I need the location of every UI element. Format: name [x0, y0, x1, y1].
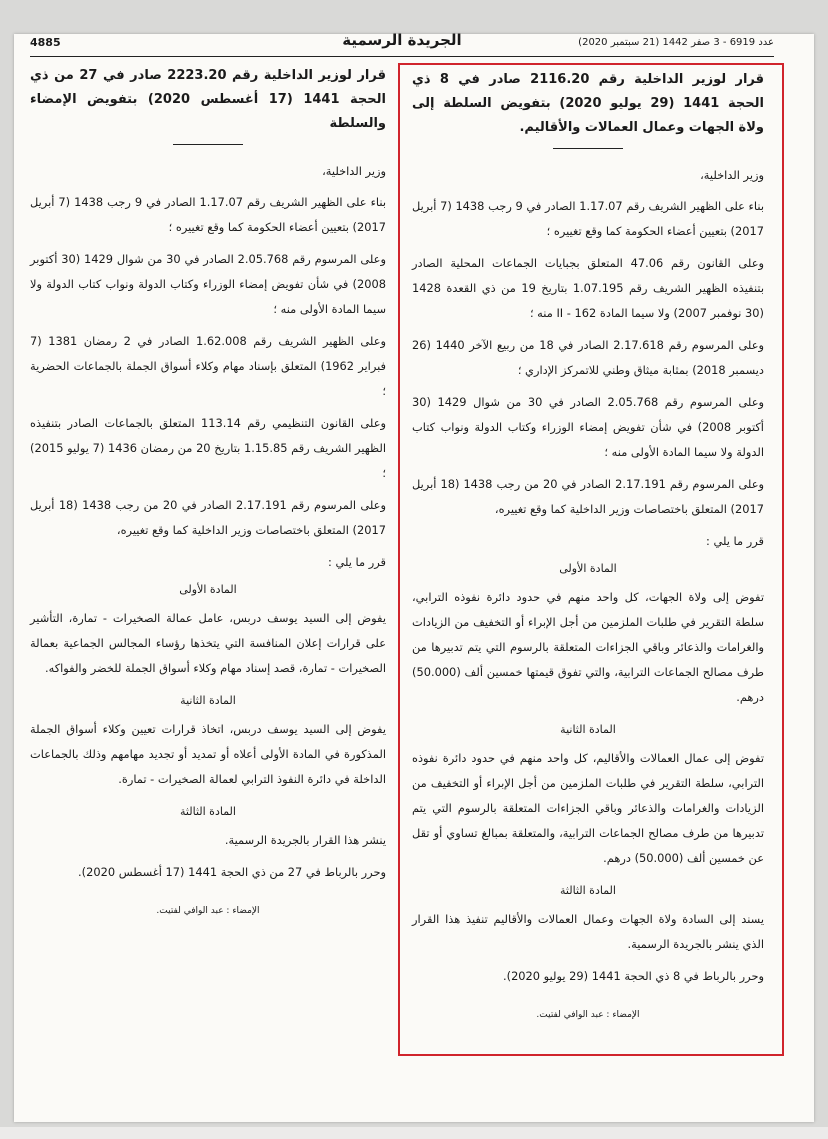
signature-line: الإمضاء : عبد الوافي لفتيت. — [156, 906, 260, 916]
preamble-paragraph: بناء على الظهير الشريف رقم 1.17.07 الصادر في 9 رجب 1438 (7 أبريل 2017) بتعيين أعضاء الحكومة كما وقع تغييره ؛ — [412, 199, 764, 238]
signature-line: الإمضاء : عبد الوافي لفتيت. — [536, 1010, 640, 1020]
article-heading: المادة الثالثة — [560, 884, 616, 897]
article-text: تفوض إلى عمال العمالات والأقاليم، كل واحد منهم في حدود دائرة نفوذه الترابي، سلطة التقرير في طلبات الملزمين من أجل الإبراء أو التخفيف من الزيادات والغرامات والذعائر وباقي الجزاءات المتعلقة بالرسوم التي يتم تدبيرها من طرف مصالح الجماعات الترابية، والمتعلقة بمبالغ تساوي أو تقل عن خمسين ألف (50.000) درهم. — [412, 751, 764, 865]
page-number: 4885 — [30, 36, 61, 49]
article-text: ينشر هذا القرار بالجريدة الرسمية. — [224, 833, 386, 847]
issue-info: عدد 6919 - 3 صفر 1442 (21 سبتمبر 2020) — [578, 37, 774, 48]
page-header — [30, 30, 774, 56]
article-text: يفوض إلى السيد يوسف دربس، عامل عمالة الصخيرات - تمارة، التأشير على قرارات إعلان المنافسة التي يتخذها رؤساء المجالس الجماعية بعمالة الصخيرات - تمارة، قصد إسناد مهام وكلاء أسواق الجملة للخضر والفواكه. — [30, 611, 386, 675]
title-divider — [553, 148, 623, 149]
decision-title: قرار لوزير الداخلية رقم 2116.20 صادر في 8 ذي الحجة 1441 (29 يوليو 2020) بتفويض السلطة إلى ولاة الجهات وعمال العمالات والأقاليم. — [412, 72, 764, 135]
article-heading: المادة الثانية — [180, 694, 236, 707]
article-heading: المادة الأولى — [179, 583, 237, 596]
minister-line: وزير الداخلية، — [700, 168, 764, 182]
article-text: تفوض إلى ولاة الجهات، كل واحد منهم في حدود دائرة نفوذه الترابي، سلطة التقرير في طلبات الملزمين من أجل الإبراء أو التخفيف من الزيادات والغرامات والذعائر وباقي الجزاءات المتعلقة بالرسوم التي يتم تدبيرها من طرف مصالح الجماعات الترابية، والتي تفوق قيمتها خمسين ألف (50.000) درهم. — [412, 590, 764, 704]
minister-line: وزير الداخلية، — [322, 164, 386, 178]
article-heading: المادة الثالثة — [180, 805, 236, 818]
gazette-title: الجريدة الرسمية — [342, 31, 462, 49]
next-page-edge — [0, 1127, 828, 1139]
title-divider — [173, 144, 243, 145]
right-column-decision — [398, 64, 776, 1026]
preamble-paragraph: وعلى المرسوم رقم 2.05.768 الصادر في 30 من شوال 1429 (30 أكتوبر 2008) في شأن تفويض إمضاء الوزراء وكتاب الدولة ونواب كتاب الدولة ولا سيما المادة الأولى منه ؛ — [412, 395, 764, 459]
article-heading: المادة الثانية — [560, 723, 616, 736]
decided-line: قرر ما يلي : — [328, 555, 386, 569]
header-divider — [30, 56, 774, 57]
preamble-paragraph: وعلى القانون التنظيمي رقم 113.14 المتعلق بالجماعات الصادر بتنفيذه الظهير الشريف رقم 1.15.85 بتاريخ 20 من رمضان 1436 (7 يوليو 2015) ؛ — [30, 416, 386, 480]
decided-line: قرر ما يلي : — [706, 534, 764, 548]
done-at-line: وحرر بالرباط في 27 من ذي الحجة 1441 (17 أغسطس 2020). — [78, 865, 386, 879]
done-at-line: وحرر بالرباط في 8 ذي الحجة 1441 (29 يوليو 2020). — [502, 969, 764, 983]
preamble-paragraph: وعلى المرسوم رقم 2.05.768 الصادر في 30 من شوال 1429 (30 أكتوبر 2008) في شأن تفويض إمضاء الوزراء وكتاب الدولة ونواب كتاب الدولة ولا سيما المادة الأولى منه ؛ — [30, 252, 386, 316]
left-column-decision — [30, 64, 386, 924]
preamble-paragraph: وعلى المرسوم رقم 2.17.618 الصادر في 18 من ربيع الآخر 1440 (26 ديسمبر 2018) بمثابة ميثاق وطني للاتمركز الإداري ؛ — [412, 338, 765, 377]
preamble-paragraph: بناء على الظهير الشريف رقم 1.17.07 الصادر في 9 رجب 1438 (7 أبريل 2017) بتعيين أعضاء الحكومة كما وقع تغييره ؛ — [30, 195, 387, 234]
decision-title: قرار لوزير الداخلية رقم 2223.20 صادر في 27 من ذي الحجة 1441 (17 أغسطس 2020) بتفويض الإمضاء والسلطة — [30, 68, 386, 131]
article-heading: المادة الأولى — [559, 562, 617, 575]
preamble-paragraph: وعلى الظهير الشريف رقم 1.62.008 الصادر في 2 رمضان 1381 (7 فبراير 1962) المتعلق بإسناد مهام وكلاء أسواق الجملة بالجماعات الحضرية ؛ — [30, 334, 386, 398]
preamble-paragraph: وعلى القانون رقم 47.06 المتعلق بجبايات الجماعات المحلية الصادر بتنفيذه الظهير الشريف رقم 1.07.195 بتاريخ 19 من ذي القعدة 1428 (30 نوفمبر 2007) ولا سيما المادة 162 - II منه ؛ — [412, 256, 764, 320]
preamble-paragraph: وعلى المرسوم رقم 2.17.191 الصادر في 20 من رجب 1438 (18 أبريل 2017) المتعلق باختصاصات وزير الداخلية كما وقع تغييره، — [412, 477, 764, 516]
preamble-paragraph: وعلى المرسوم رقم 2.17.191 الصادر في 20 من رجب 1438 (18 أبريل 2017) المتعلق باختصاصات وزير الداخلية كما وقع تغييره، — [30, 498, 386, 537]
article-text: يفوض إلى السيد يوسف دربس، اتخاذ قرارات تعيين وكلاء أسواق الجملة المذكورة في المادة الأولى أعلاه أو تمديد أو تجديد مهامهم وذلك بالجماعات الداخلة في دائرة النفوذ الترابي لعمالة الصخيرات - تمارة. — [30, 722, 386, 786]
article-text: يسند إلى السادة ولاة الجهات وعمال العمالات والأقاليم تنفيذ هذا القرار الذي ينشر بالجريدة الرسمية. — [412, 912, 764, 951]
